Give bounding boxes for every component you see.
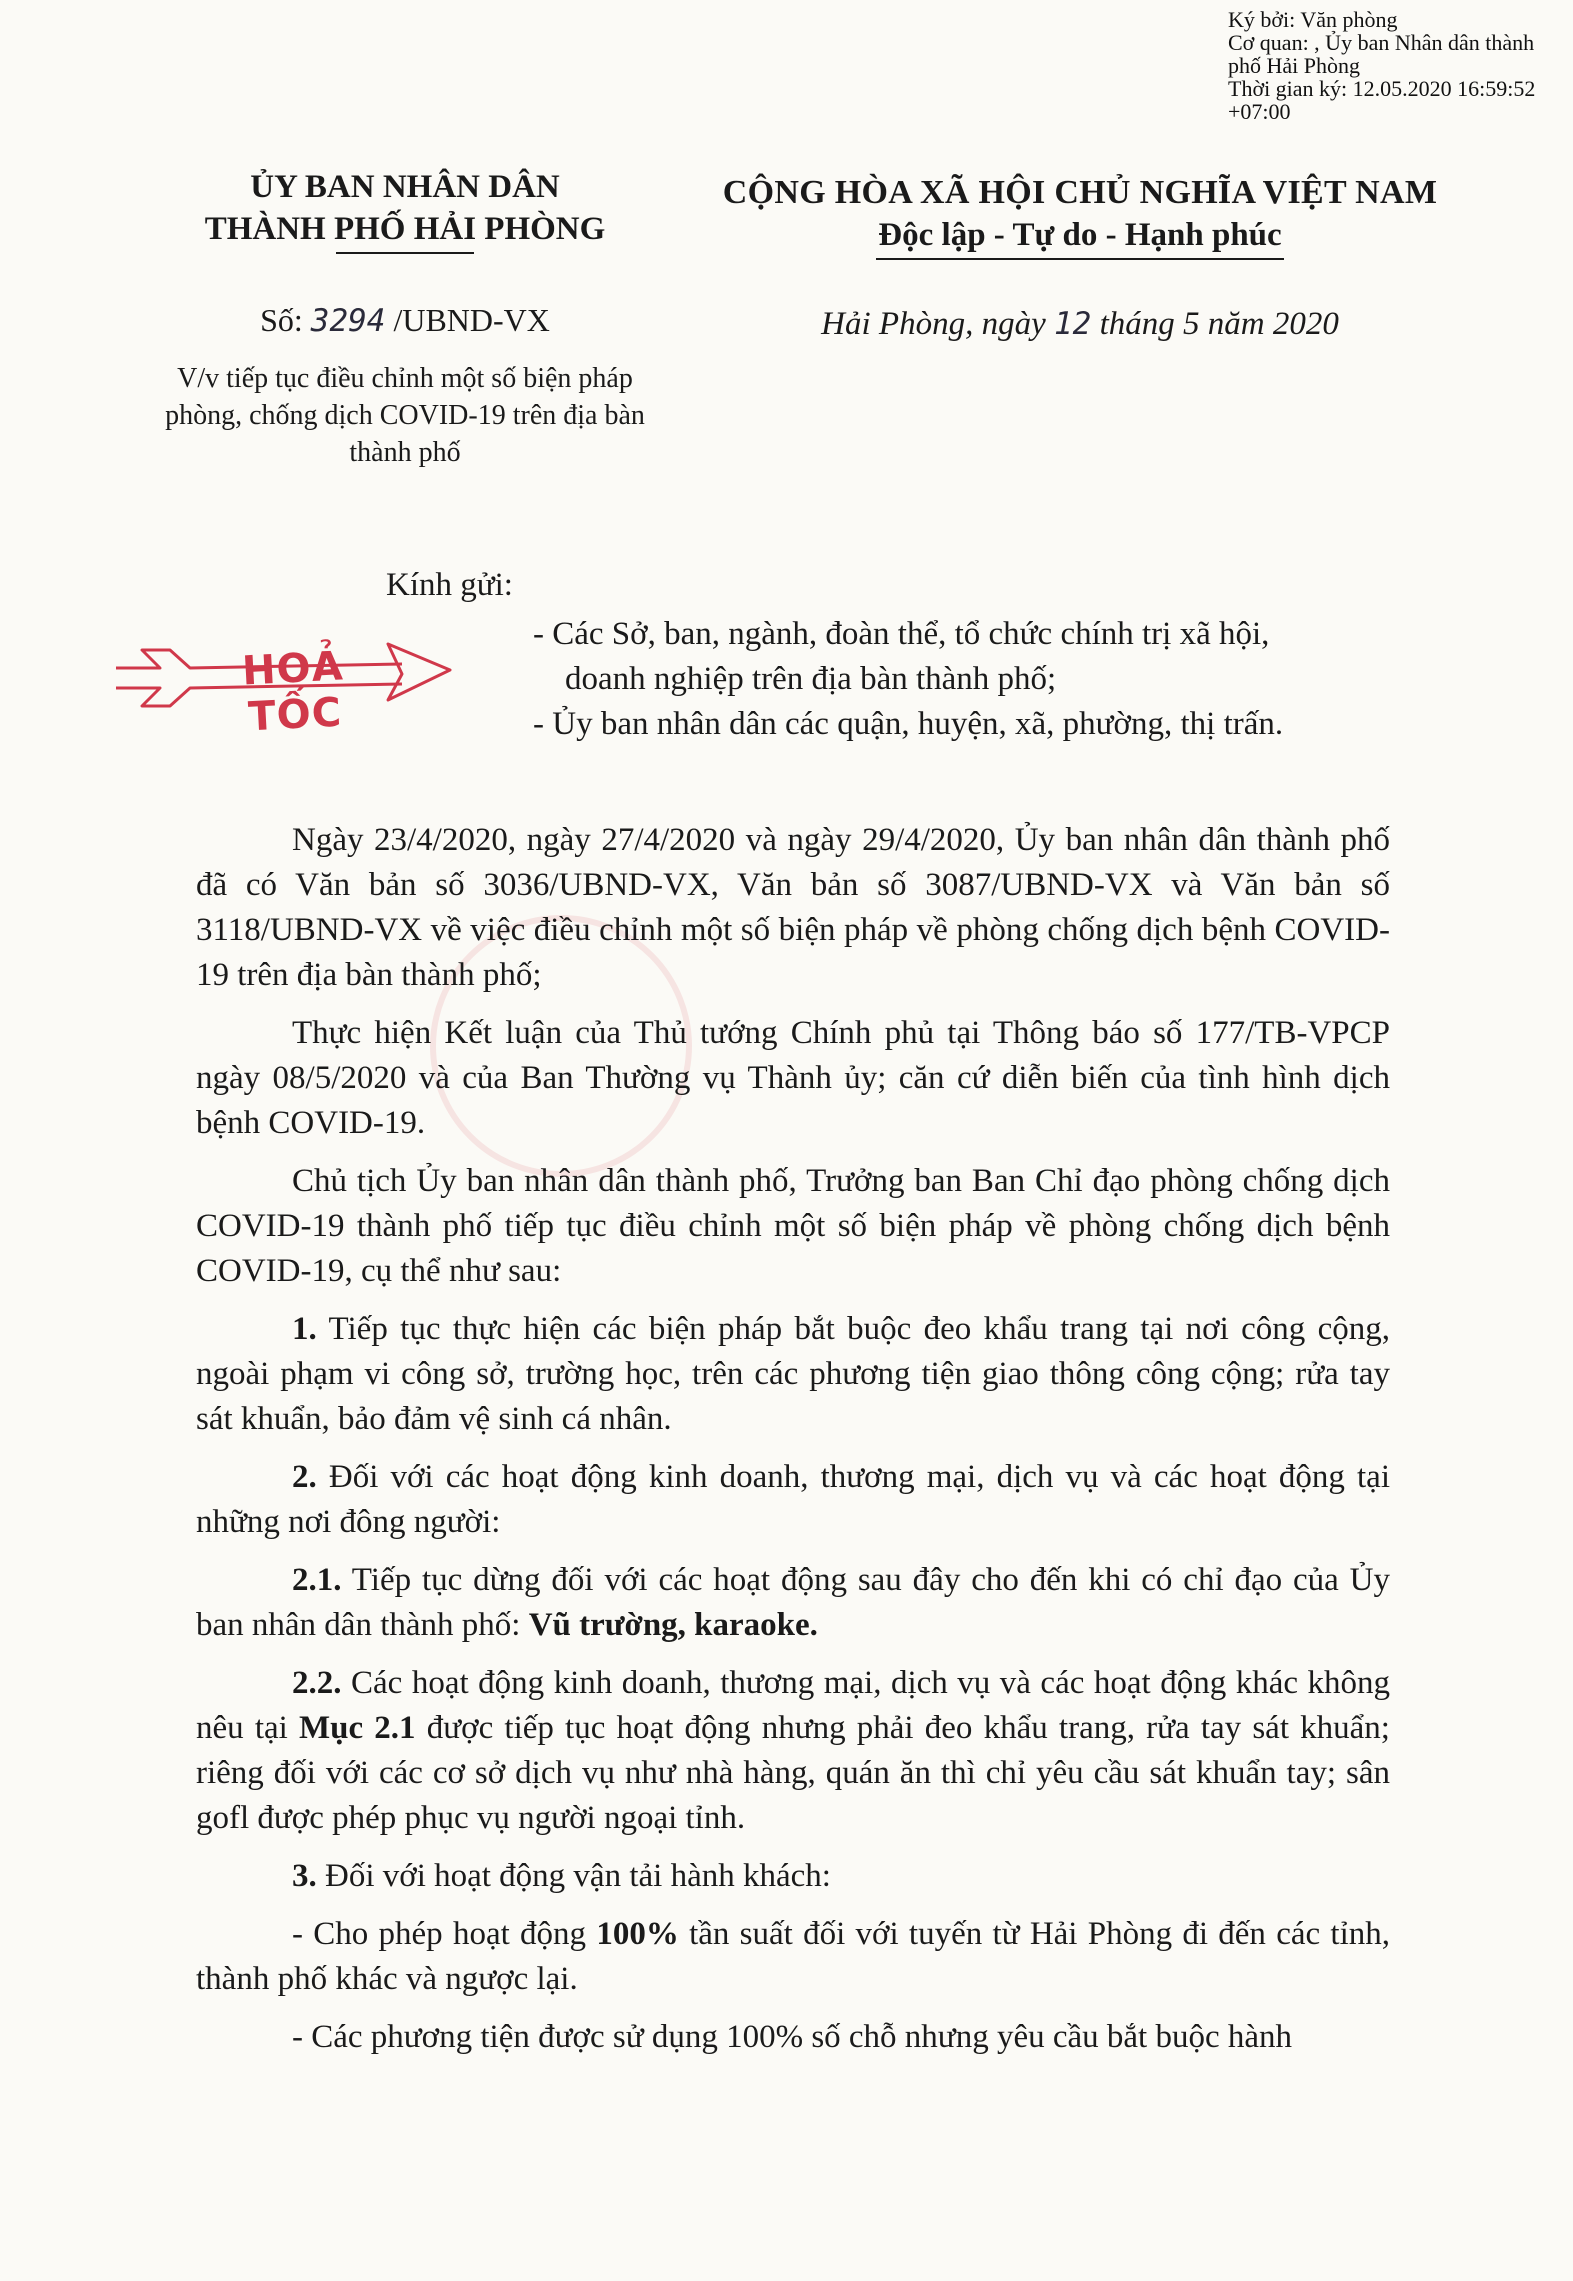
section-2-2-bold: Mục 2.1 (298, 1710, 416, 1746)
bullet-1 (196, 1912, 1390, 2002)
section-2-2-text-b: được tiếp tục hoạt động nhưng phải đeo khẩu trang, rửa tay sát khuẩn; riêng đối với các cơ sở dịch vụ như nhà hàng, quán ăn thì chỉ yêu cầu sát khuẩn tay; sân gofl được phép phục vụ người ngoại tỉnh. (196, 1710, 1390, 1836)
recipient-item-1: - Các Sở, ban, ngành, đoàn thể, tổ chức chính trị xã hội, (533, 616, 1270, 652)
document-number (160, 300, 650, 341)
digital-signature-block (1228, 8, 1568, 123)
signing-agency: Cơ quan: , Ủy ban Nhân dân thành phố Hải Phòng (1228, 30, 1535, 78)
urgent-stamp (112, 630, 458, 741)
section-1 (196, 1307, 1390, 1442)
section-2-2 (196, 1661, 1390, 1841)
recipient-item-1-cont: doanh nghiệp trên địa bàn thành phố; (565, 661, 1057, 697)
org-underline (336, 252, 474, 254)
section-2-text: Đối với các hoạt động kinh doanh, thương mại, dịch vụ và các hoạt động tại những nơi đông người: (196, 1459, 1390, 1540)
document-subject: V/v tiếp tục điều chỉnh một số biện pháp phòng, chống dịch COVID-19 trên địa bàn thành phố (165, 363, 645, 468)
place-and-date (690, 304, 1470, 344)
section-2-2-number: 2.2. (292, 1665, 342, 1701)
bullet-1-bold: 100% (596, 1916, 679, 1952)
section-2-1 (196, 1558, 1390, 1648)
bullet-1-text-a: - Cho phép hoạt động (292, 1916, 597, 1952)
national-title (690, 172, 1470, 260)
section-3-number: 3. (292, 1858, 317, 1894)
section-2-number: 2. (292, 1459, 317, 1495)
paragraph-2: Thực hiện Kết luận của Thủ tướng Chính phủ tại Thông báo số 177/TB-VPCP ngày 08/5/2020 và của Ban Thường vụ Thành ủy; căn cứ diễn biến của tình hình dịch bệnh COVID-19. (196, 1015, 1390, 1141)
doc-no-handwritten: 3294 (310, 303, 386, 339)
paragraph-3: Chủ tịch Ủy ban nhân dân thành phố, Trưởng ban Ban Chỉ đạo phòng chống dịch COVID-19 thành phố tiếp tục điều chỉnh một số biện pháp về phòng chống dịch bệnh COVID-19, cụ thể như sau: (196, 1163, 1390, 1289)
nation-line-1: CỘNG HÒA XÃ HỘI CHỦ NGHĨA VIỆT NAM (722, 174, 1438, 211)
bullet-2: - Các phương tiện được sử dụng 100% số chỗ nhưng yêu cầu bắt buộc hành (292, 2019, 1292, 2055)
section-3 (196, 1854, 1390, 1899)
signed-by: Ký bởi: Văn phòng (1228, 7, 1398, 32)
section-2-1-bold: Vũ trường, karaoke. (528, 1607, 818, 1643)
doc-no-suffix: /UBND-VX (385, 302, 550, 338)
doc-no-prefix: Số: (260, 302, 311, 338)
section-2-2-text-a: Các hoạt động kinh doanh, thương mại, dịch vụ và các hoạt động khác không nêu tại (196, 1665, 1390, 1746)
section-1-text: Tiếp tục thực hiện các biện pháp bắt buộc đeo khẩu trang tại nơi công cộng, ngoài phạm vi công sở, trường học, trên các phương tiện giao thông công cộng; rửa tay sát khuẩn, bảo đảm vệ sinh cá nhân. (196, 1311, 1390, 1437)
bullet-1-text-b: tần suất đối với tuyến từ Hải Phòng đi đến các tỉnh, thành phố khác và ngược lại. (196, 1916, 1390, 1997)
signing-time: Thời gian ký: 12.05.2020 16:59:52 +07:00 (1228, 76, 1536, 124)
date-day-handwritten: 12 (1053, 306, 1092, 342)
section-2-1-text: Tiếp tục dừng đối với các hoạt động sau đây cho đến khi có chỉ đạo của Ủy ban nhân dân thành phố: (196, 1562, 1390, 1643)
urgent-stamp-text: HOẢ TỐC (240, 643, 345, 741)
org-line-1: ỦY BAN NHÂN DÂN (250, 169, 560, 205)
place-prefix: Hải Phòng, ngày (821, 306, 1054, 342)
nation-motto: Độc lập - Tự do - Hạnh phúc (876, 214, 1283, 260)
place-suffix: tháng 5 năm 2020 (1091, 306, 1339, 342)
section-2 (196, 1455, 1390, 1545)
section-3-text: Đối với hoạt động vận tải hành khách: (316, 1858, 831, 1894)
document-body (196, 818, 1390, 2073)
recipient-item-2: - Ủy ban nhân dân các quận, huyện, xã, phường, thị trấn. (533, 706, 1284, 742)
recipients-label: Kính gửi: (386, 567, 513, 603)
paragraph-1: Ngày 23/4/2020, ngày 27/4/2020 và ngày 29/4/2020, Ủy ban nhân dân thành phố đã có Văn bản số 3036/UBND-VX, Văn bản số 3087/UBND-VX và Văn bản số 3118/UBND-VX về việc điều chỉnh một số biện pháp về phòng chống dịch bệnh COVID-19 trên địa bàn thành phố; (196, 822, 1390, 993)
org-line-2: THÀNH PHỐ HẢI PHÒNG (204, 211, 606, 247)
section-1-number: 1. (292, 1311, 317, 1347)
section-2-1-number: 2.1. (292, 1562, 342, 1598)
issuing-organization (160, 166, 650, 254)
recipients-list (533, 612, 1393, 747)
